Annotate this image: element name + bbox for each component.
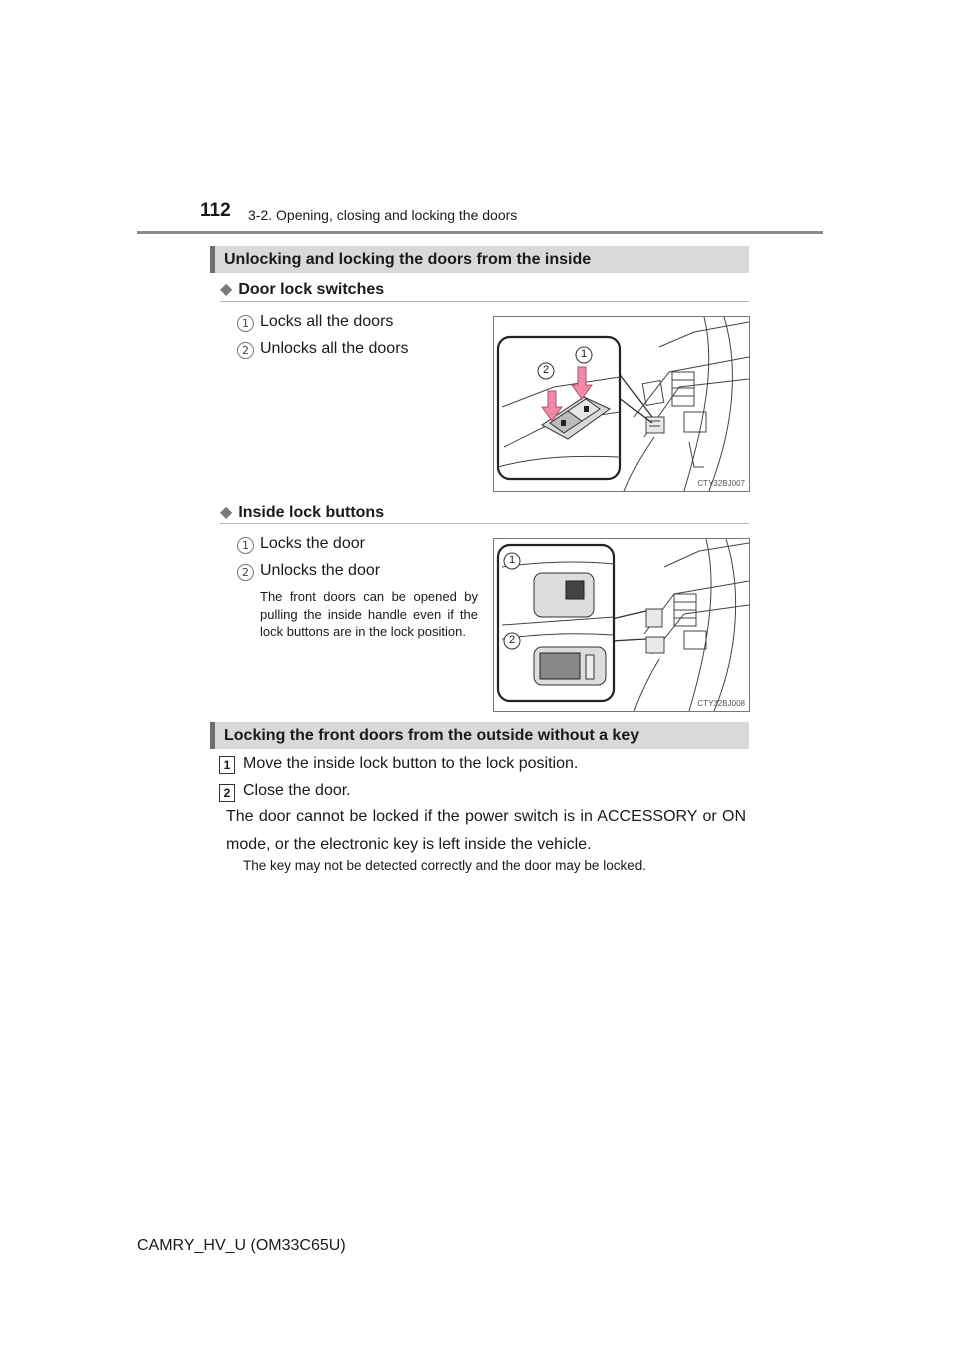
footer-model-code: CAMRY_HV_U (OM33C65U) — [137, 1237, 346, 1254]
diamond-icon: ◆ — [220, 504, 233, 521]
subheading-rule — [220, 301, 749, 302]
figure-code: CTY32BJ008 — [697, 699, 745, 708]
step-1-badge: 1 — [219, 756, 235, 774]
figure-callout-1: 1 — [580, 348, 588, 360]
subheading-label: Inside lock buttons — [238, 504, 385, 521]
figure-callout-2: 2 — [542, 364, 550, 376]
section-heading-outside: Locking the front doors from the outside without a key — [210, 722, 749, 749]
number-2-icon: 2 — [237, 342, 254, 359]
step-text: Move the inside lock button to the lock position. — [243, 755, 579, 772]
figure-callout-2: 2 — [508, 634, 516, 646]
subheading-rule — [220, 523, 749, 524]
page-number: 112 — [200, 200, 231, 221]
lock-button-illustration — [494, 539, 749, 711]
number-2-icon: 2 — [237, 564, 254, 581]
section-heading-inside: Unlocking and locking the doors from the inside — [210, 246, 749, 273]
figure-callout-1: 1 — [508, 554, 516, 566]
step-text: Close the door. — [243, 782, 351, 799]
body-paragraph: The door cannot be locked if the power switch is in ACCESSORY or ON mode, or the electronic key is left inside the vehicle. — [226, 808, 746, 853]
subheading-label: Door lock switches — [238, 281, 385, 298]
inside-lock-note: The front doors can be opened by pulling the inside handle even if the lock buttons are in the lock position. — [260, 589, 478, 639]
step-2-badge: 2 — [219, 784, 235, 802]
note-paragraph: The key may not be detected correctly and the door may be locked. — [243, 858, 646, 873]
header-rule — [137, 231, 823, 234]
list-item: Unlocks all the doors — [260, 340, 409, 357]
list-item: Unlocks the door — [260, 562, 381, 579]
number-1-icon: 1 — [237, 537, 254, 554]
door-lock-switch-figure — [493, 316, 750, 492]
chapter-title: 3-2. Opening, closing and locking the doors — [248, 207, 518, 223]
subheading-inside-lock-buttons — [220, 502, 384, 522]
door-switch-illustration — [494, 317, 749, 491]
list-item: Locks all the doors — [260, 313, 394, 330]
subheading-door-lock-switches — [220, 279, 384, 299]
number-1-icon: 1 — [237, 315, 254, 332]
diamond-icon: ◆ — [220, 281, 233, 298]
inside-lock-button-figure — [493, 538, 750, 712]
figure-code: CTY32BJ007 — [697, 479, 745, 488]
list-item: Locks the door — [260, 535, 365, 552]
